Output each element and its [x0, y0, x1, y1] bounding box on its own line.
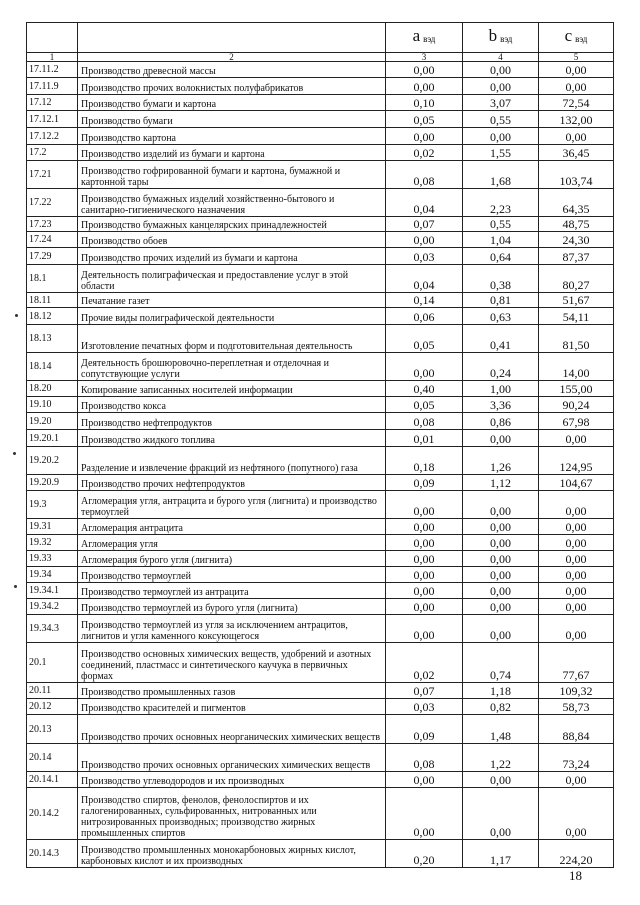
header-name-cell — [78, 23, 386, 53]
table-row — [27, 111, 614, 128]
row-name: Производство бумаги — [78, 111, 386, 128]
row-c-value: 109,32 — [539, 683, 614, 699]
row-name: Агломерация антрацита — [78, 519, 386, 535]
row-c-value: 124,95 — [539, 447, 614, 475]
row-a-value: 0,00 — [386, 599, 463, 615]
coefficients-table — [26, 22, 614, 868]
row-b-value: 1,17 — [463, 840, 539, 868]
row-code: 19.32 — [27, 535, 78, 551]
table-row — [27, 583, 614, 599]
header-code-cell — [27, 23, 78, 53]
table-row — [27, 519, 614, 535]
row-c-value: 77,67 — [539, 643, 614, 683]
column-index-4: 4 — [463, 53, 539, 62]
table-row — [27, 772, 614, 788]
scan-dot — [14, 585, 17, 588]
row-c-value: 64,35 — [539, 189, 614, 217]
row-b-value: 0,74 — [463, 643, 539, 683]
row-c-value: 0,00 — [539, 128, 614, 145]
row-b-value: 0,00 — [463, 599, 539, 615]
row-a-value: 0,04 — [386, 265, 463, 293]
table-row — [27, 95, 614, 111]
row-a-value: 0,00 — [386, 772, 463, 788]
row-name: Производство термоуглей — [78, 567, 386, 583]
row-b-value: 0,63 — [463, 308, 539, 325]
row-c-value: 58,73 — [539, 699, 614, 715]
table-row — [27, 715, 614, 744]
row-b-value: 1,04 — [463, 232, 539, 248]
row-b-value: 1,55 — [463, 145, 539, 161]
row-name: Прочие виды полиграфической деятельности — [78, 308, 386, 325]
row-code: 18.11 — [27, 293, 78, 308]
table-row — [27, 699, 614, 715]
row-a-value: 0,02 — [386, 145, 463, 161]
row-code: 19.3 — [27, 491, 78, 519]
row-code: 20.11 — [27, 683, 78, 699]
table-row — [27, 232, 614, 248]
table-row — [27, 189, 614, 217]
header-b-main: b — [488, 26, 498, 45]
row-c-value: 87,37 — [539, 248, 614, 265]
row-c-value: 48,75 — [539, 217, 614, 232]
table-row — [27, 535, 614, 551]
row-c-value: 51,67 — [539, 293, 614, 308]
row-code: 17.11.9 — [27, 78, 78, 95]
row-c-value: 0,00 — [539, 535, 614, 551]
table-row — [27, 78, 614, 95]
row-code: 19.34 — [27, 567, 78, 583]
row-code: 20.12 — [27, 699, 78, 715]
row-c-value: 81,50 — [539, 325, 614, 353]
row-b-value: 0,82 — [463, 699, 539, 715]
header-c-sub: вэд — [575, 34, 588, 44]
row-code: 19.10 — [27, 397, 78, 413]
row-b-value: 3,07 — [463, 95, 539, 111]
row-code: 17.12.1 — [27, 111, 78, 128]
row-code: 19.34.2 — [27, 599, 78, 615]
row-code: 19.20.9 — [27, 475, 78, 491]
row-code: 17.2 — [27, 145, 78, 161]
column-index-5: 5 — [539, 53, 614, 62]
table-row — [27, 643, 614, 683]
row-code: 19.20.1 — [27, 430, 78, 447]
row-b-value: 1,12 — [463, 475, 539, 491]
row-b-value: 0,00 — [463, 430, 539, 447]
row-name: Производство прочих нефтепродуктов — [78, 475, 386, 491]
row-name: Производство промышленных монокарбоновых жирных кислот, карбоновых кислот и их производных — [78, 840, 386, 868]
row-a-value: 0,20 — [386, 840, 463, 868]
row-b-value: 3,36 — [463, 397, 539, 413]
row-code: 18.12 — [27, 308, 78, 325]
table-row — [27, 353, 614, 381]
row-b-value: 2,23 — [463, 189, 539, 217]
row-name: Агломерация бурого угля (лигнита) — [78, 551, 386, 567]
header-row — [27, 23, 614, 53]
row-code: 20.1 — [27, 643, 78, 683]
row-a-value: 0,02 — [386, 643, 463, 683]
row-name: Агломерация угля, антрацита и бурого угля (лигнита) и производство термоуглей — [78, 491, 386, 519]
row-c-value: 104,67 — [539, 475, 614, 491]
row-a-value: 0,00 — [386, 353, 463, 381]
row-b-value: 0,86 — [463, 413, 539, 430]
row-b-value: 0,00 — [463, 567, 539, 583]
row-a-value: 0,00 — [386, 519, 463, 535]
row-c-value: 155,00 — [539, 381, 614, 397]
table-row — [27, 381, 614, 397]
table-row — [27, 447, 614, 475]
row-a-value: 0,18 — [386, 447, 463, 475]
row-name: Производство древесной массы — [78, 62, 386, 78]
row-a-value: 0,00 — [386, 78, 463, 95]
table-row — [27, 615, 614, 643]
row-code: 18.1 — [27, 265, 78, 293]
row-code: 20.14.3 — [27, 840, 78, 868]
row-b-value: 0,24 — [463, 353, 539, 381]
row-code: 17.22 — [27, 189, 78, 217]
row-name: Агломерация угля — [78, 535, 386, 551]
row-b-value: 0,00 — [463, 128, 539, 145]
column-index-row — [27, 53, 614, 62]
row-name: Производство нефтепродуктов — [78, 413, 386, 430]
row-a-value: 0,08 — [386, 161, 463, 189]
row-b-value: 0,00 — [463, 78, 539, 95]
row-name: Производство углеводородов и их производных — [78, 772, 386, 788]
row-b-value: 0,55 — [463, 217, 539, 232]
row-a-value: 0,00 — [386, 62, 463, 78]
row-code: 18.20 — [27, 381, 78, 397]
row-c-value: 72,54 — [539, 95, 614, 111]
table-row — [27, 430, 614, 447]
row-b-value: 0,00 — [463, 519, 539, 535]
row-code: 20.13 — [27, 715, 78, 744]
row-code: 19.34.3 — [27, 615, 78, 643]
row-b-value: 0,00 — [463, 535, 539, 551]
row-code: 19.20 — [27, 413, 78, 430]
scan-dot — [13, 452, 16, 455]
row-a-value: 0,00 — [386, 128, 463, 145]
row-name: Изготовление печатных форм и подготовительная деятельность — [78, 325, 386, 353]
header-a-ved — [386, 23, 463, 53]
table-row — [27, 293, 614, 308]
table-row — [27, 397, 614, 413]
row-a-value: 0,05 — [386, 325, 463, 353]
table-row — [27, 744, 614, 772]
row-a-value: 0,14 — [386, 293, 463, 308]
row-a-value: 0,09 — [386, 475, 463, 491]
row-name: Производство прочих основных неорганических химических веществ — [78, 715, 386, 744]
row-code: 20.14.1 — [27, 772, 78, 788]
row-name: Деятельность брошюровочно-переплетная и отделочная и сопутствующие услуги — [78, 353, 386, 381]
table-row — [27, 788, 614, 840]
page-number: 18 — [569, 868, 582, 883]
row-b-value: 1,26 — [463, 447, 539, 475]
row-name: Производство обоев — [78, 232, 386, 248]
table-row — [27, 551, 614, 567]
row-a-value: 0,05 — [386, 397, 463, 413]
row-c-value: 0,00 — [539, 615, 614, 643]
row-a-value: 0,00 — [386, 583, 463, 599]
row-c-value: 54,11 — [539, 308, 614, 325]
row-c-value: 0,00 — [539, 583, 614, 599]
row-c-value: 80,27 — [539, 265, 614, 293]
row-name: Производство основных химических веществ, удобрений и азотных соединений, пластмасс и синтетического каучука в первичных формах — [78, 643, 386, 683]
row-c-value: 0,00 — [539, 788, 614, 840]
header-b-sub: вэд — [500, 34, 513, 44]
row-name: Производство красителей и пигментов — [78, 699, 386, 715]
row-name: Производство жидкого топлива — [78, 430, 386, 447]
table-row — [27, 683, 614, 699]
row-a-value: 0,09 — [386, 715, 463, 744]
header-a-main: a — [412, 26, 421, 45]
header-b-ved — [463, 23, 539, 53]
row-a-value: 0,00 — [386, 491, 463, 519]
column-index-1: 1 — [27, 53, 78, 62]
header-c-main: c — [564, 26, 573, 45]
row-code: 17.23 — [27, 217, 78, 232]
row-b-value: 0,00 — [463, 583, 539, 599]
table-row — [27, 325, 614, 353]
table-row — [27, 599, 614, 615]
row-code: 17.12.2 — [27, 128, 78, 145]
row-c-value: 103,74 — [539, 161, 614, 189]
table-row — [27, 567, 614, 583]
row-code: 19.33 — [27, 551, 78, 567]
row-a-value: 0,10 — [386, 95, 463, 111]
row-code: 17.12 — [27, 95, 78, 111]
column-index-2: 2 — [78, 53, 386, 62]
row-b-value: 0,00 — [463, 551, 539, 567]
table-row — [27, 265, 614, 293]
row-a-value: 0,03 — [386, 248, 463, 265]
row-b-value: 0,41 — [463, 325, 539, 353]
row-code: 19.31 — [27, 519, 78, 535]
row-b-value: 0,00 — [463, 772, 539, 788]
row-a-value: 0,00 — [386, 567, 463, 583]
row-name: Производство промышленных газов — [78, 683, 386, 699]
row-c-value: 88,84 — [539, 715, 614, 744]
row-c-value: 0,00 — [539, 62, 614, 78]
row-b-value: 0,00 — [463, 491, 539, 519]
row-name: Производство термоуглей из угля за исключением антрацитов, лигнитов и угля каменного коксующегося — [78, 615, 386, 643]
row-name: Производство прочих изделий из бумаги и картона — [78, 248, 386, 265]
row-a-value: 0,07 — [386, 683, 463, 699]
row-b-value: 0,64 — [463, 248, 539, 265]
row-code: 17.29 — [27, 248, 78, 265]
row-a-value: 0,05 — [386, 111, 463, 128]
row-a-value: 0,01 — [386, 430, 463, 447]
row-a-value: 0,07 — [386, 217, 463, 232]
row-code: 17.21 — [27, 161, 78, 189]
row-name: Производство гофрированной бумаги и картона, бумажной и картонной тары — [78, 161, 386, 189]
row-c-value: 67,98 — [539, 413, 614, 430]
row-c-value: 0,00 — [539, 78, 614, 95]
table-row — [27, 145, 614, 161]
row-name: Производство картона — [78, 128, 386, 145]
header-a-sub: вэд — [423, 34, 436, 44]
row-name: Производство спиртов, фенолов, фенолоспиртов и их галогенированных, сульфированных, нитрованных или нитрозированных производных; производство жирных промышленных спиртов — [78, 788, 386, 840]
table-row — [27, 62, 614, 78]
row-code: 17.24 — [27, 232, 78, 248]
row-c-value: 0,00 — [539, 551, 614, 567]
row-name: Производство термоуглей из антрацита — [78, 583, 386, 599]
row-c-value: 90,24 — [539, 397, 614, 413]
table-body — [27, 23, 614, 868]
row-name: Деятельность полиграфическая и предоставление услуг в этой области — [78, 265, 386, 293]
row-b-value: 0,55 — [463, 111, 539, 128]
row-name: Производство бумажных канцелярских принадлежностей — [78, 217, 386, 232]
row-a-value: 0,00 — [386, 615, 463, 643]
row-name: Производство бумаги и картона — [78, 95, 386, 111]
table-row — [27, 161, 614, 189]
row-name: Производство термоуглей из бурого угля (лигнита) — [78, 599, 386, 615]
row-c-value: 0,00 — [539, 491, 614, 519]
row-a-value: 0,00 — [386, 788, 463, 840]
row-b-value: 1,48 — [463, 715, 539, 744]
row-a-value: 0,04 — [386, 189, 463, 217]
table-row — [27, 413, 614, 430]
row-a-value: 0,40 — [386, 381, 463, 397]
row-c-value: 0,00 — [539, 772, 614, 788]
row-a-value: 0,03 — [386, 699, 463, 715]
row-c-value: 0,00 — [539, 567, 614, 583]
row-b-value: 0,00 — [463, 615, 539, 643]
scan-dot — [15, 314, 18, 317]
row-code: 20.14 — [27, 744, 78, 772]
row-c-value: 36,45 — [539, 145, 614, 161]
row-code: 19.34.1 — [27, 583, 78, 599]
row-name: Производство прочих волокнистых полуфабрикатов — [78, 78, 386, 95]
row-name: Разделение и извлечение фракций из нефтяного (попутного) газа — [78, 447, 386, 475]
row-c-value: 0,00 — [539, 430, 614, 447]
row-b-value: 0,00 — [463, 62, 539, 78]
row-name: Копирование записанных носителей информации — [78, 381, 386, 397]
row-name: Печатание газет — [78, 293, 386, 308]
header-c-ved — [539, 23, 614, 53]
row-b-value: 1,22 — [463, 744, 539, 772]
row-b-value: 1,68 — [463, 161, 539, 189]
row-name: Производство изделий из бумаги и картона — [78, 145, 386, 161]
row-code: 18.14 — [27, 353, 78, 381]
row-c-value: 24,30 — [539, 232, 614, 248]
row-c-value: 224,20 — [539, 840, 614, 868]
row-name: Производство кокса — [78, 397, 386, 413]
table-row — [27, 217, 614, 232]
table-row — [27, 248, 614, 265]
table-row — [27, 491, 614, 519]
row-c-value: 14,00 — [539, 353, 614, 381]
row-c-value: 132,00 — [539, 111, 614, 128]
row-b-value: 0,00 — [463, 788, 539, 840]
row-a-value: 0,00 — [386, 232, 463, 248]
row-a-value: 0,06 — [386, 308, 463, 325]
row-b-value: 1,00 — [463, 381, 539, 397]
row-name: Производство бумажных изделий хозяйственно-бытового и санитарно-гигиенического назначения — [78, 189, 386, 217]
row-a-value: 0,00 — [386, 535, 463, 551]
row-c-value: 0,00 — [539, 519, 614, 535]
row-b-value: 0,81 — [463, 293, 539, 308]
row-a-value: 0,08 — [386, 413, 463, 430]
table-row — [27, 840, 614, 868]
row-code: 20.14.2 — [27, 788, 78, 840]
table-row — [27, 128, 614, 145]
row-name: Производство прочих основных органических химических веществ — [78, 744, 386, 772]
row-code: 18.13 — [27, 325, 78, 353]
row-a-value: 0,08 — [386, 744, 463, 772]
column-index-3: 3 — [386, 53, 463, 62]
row-b-value: 0,38 — [463, 265, 539, 293]
row-b-value: 1,18 — [463, 683, 539, 699]
row-c-value: 73,24 — [539, 744, 614, 772]
row-a-value: 0,00 — [386, 551, 463, 567]
table-row — [27, 475, 614, 491]
table-row — [27, 308, 614, 325]
row-c-value: 0,00 — [539, 599, 614, 615]
row-code: 19.20.2 — [27, 447, 78, 475]
row-code: 17.11.2 — [27, 62, 78, 78]
